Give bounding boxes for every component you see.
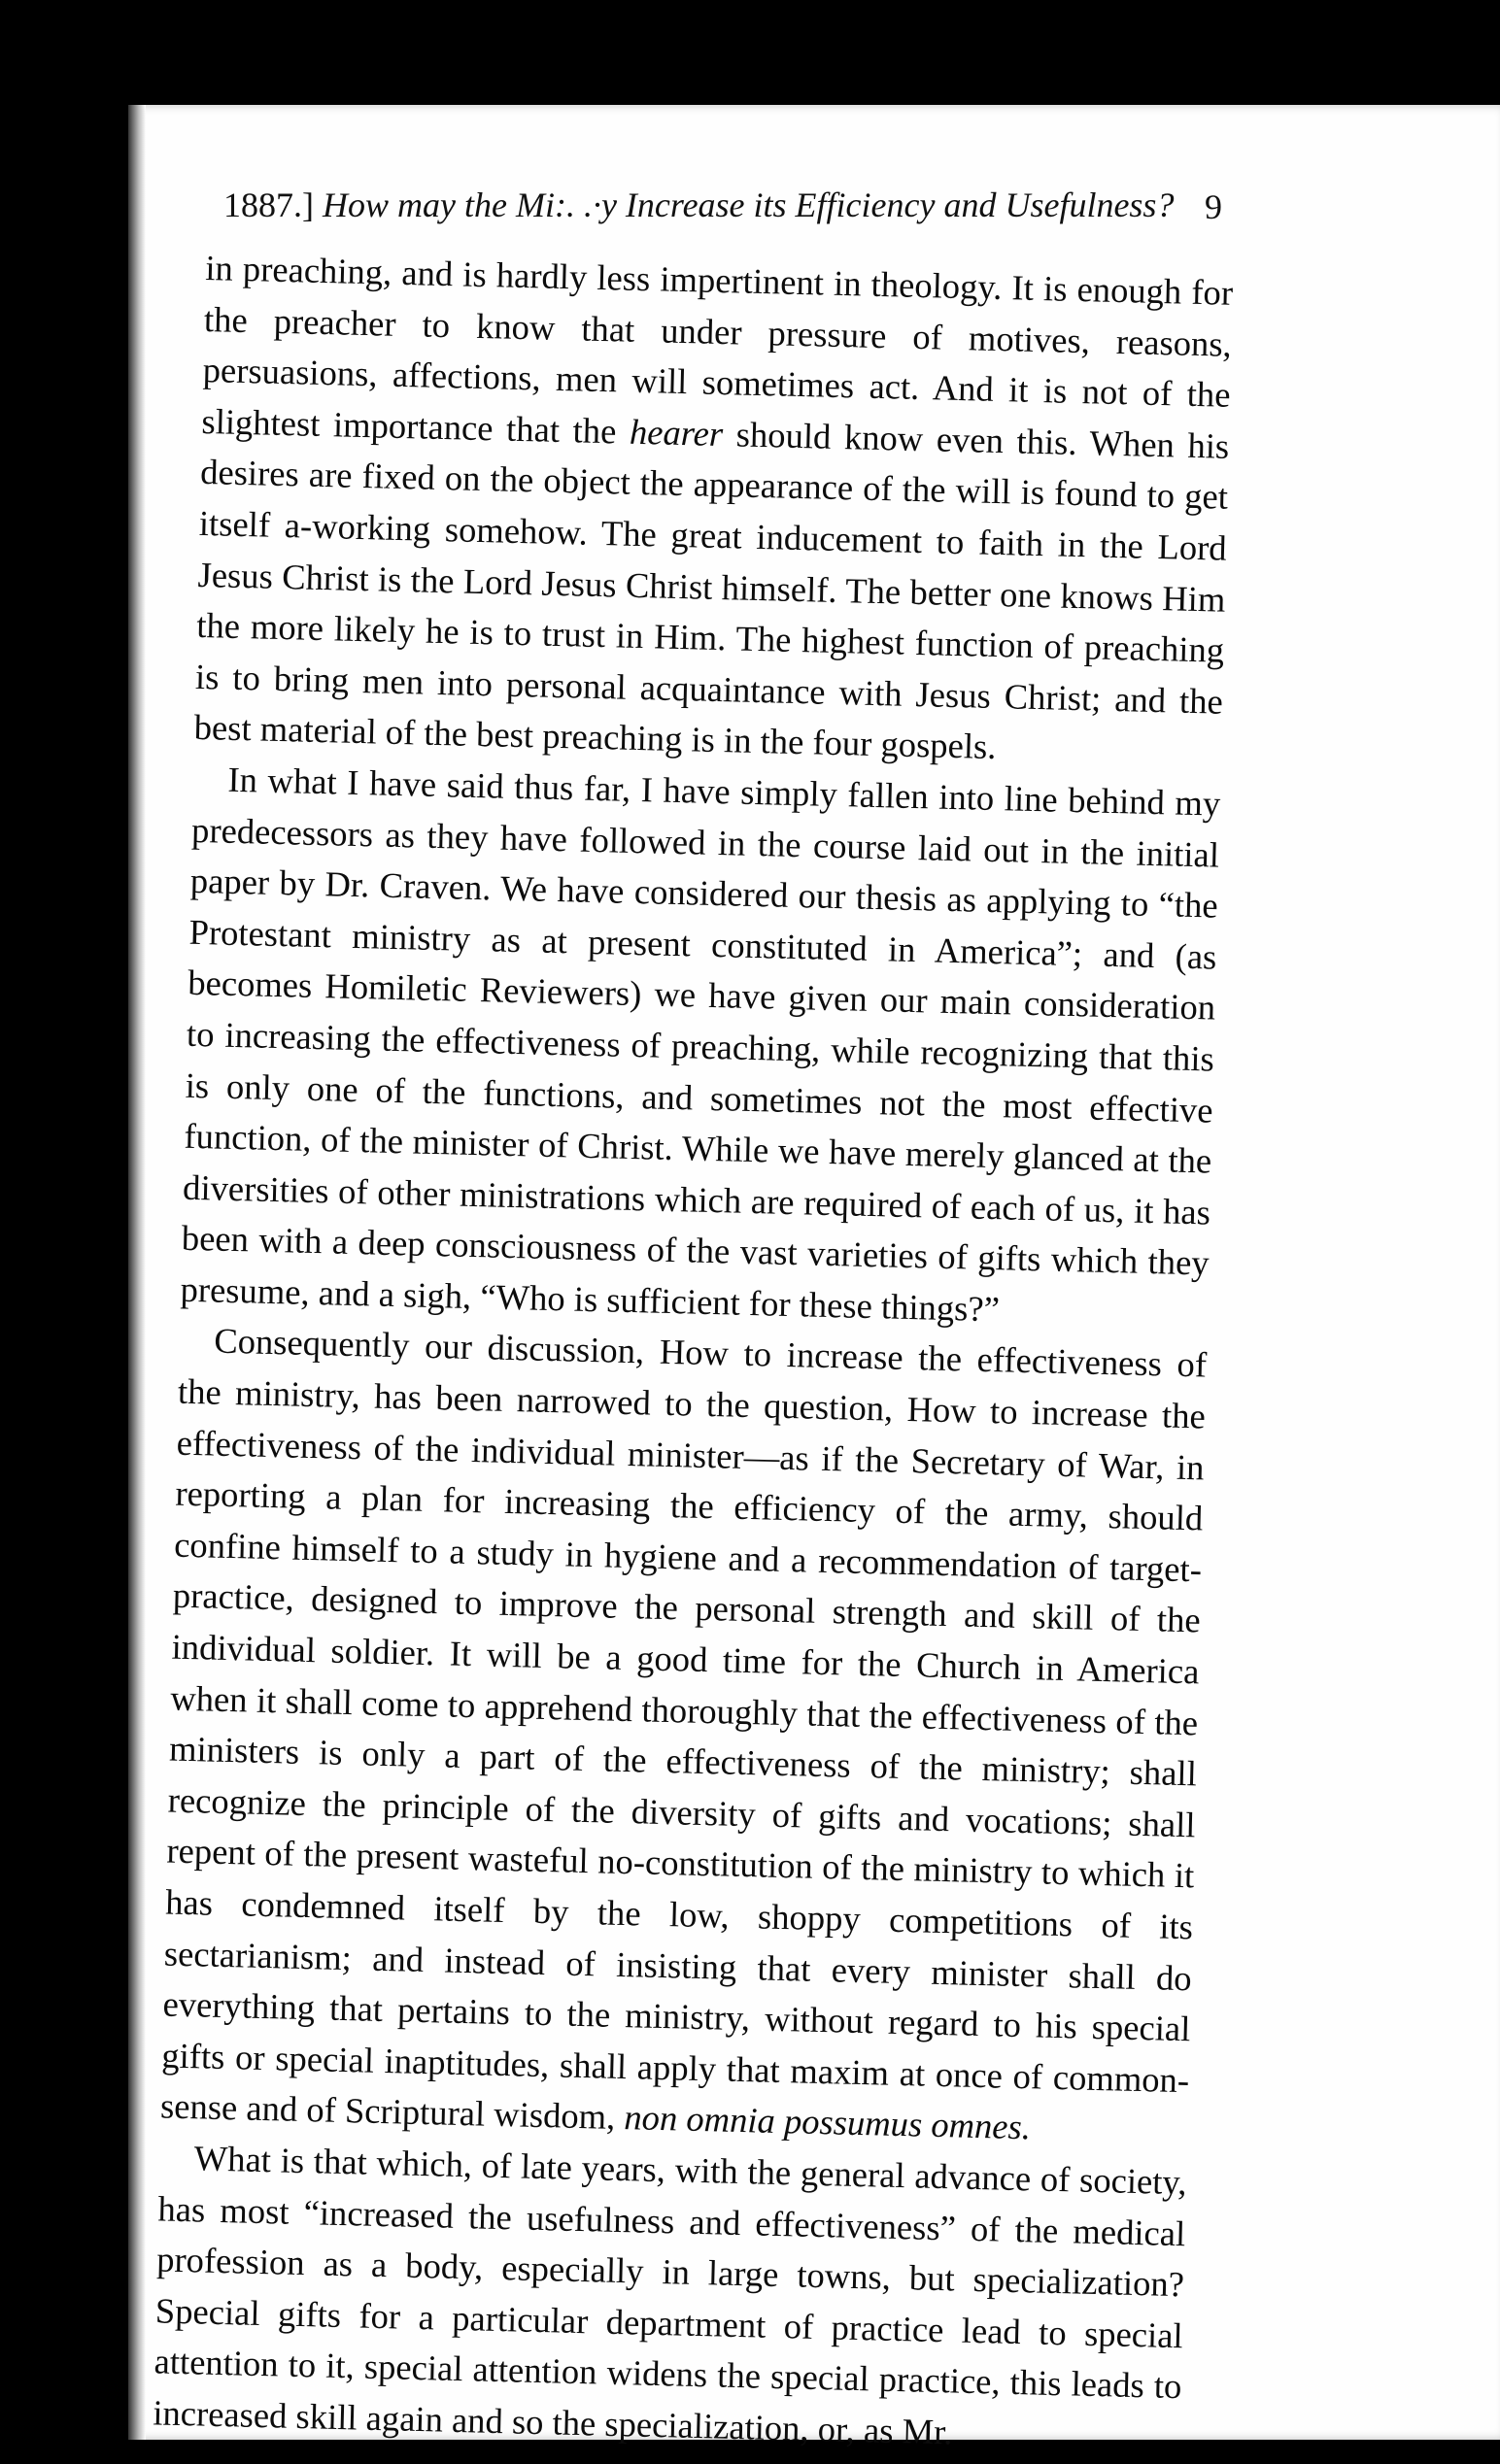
page-gutter-shadow <box>128 105 146 2440</box>
paragraph-1-text: in preaching, and is hardly less impertinent in theology. It is enough for the preacher to know that under pressure of motives, reasons, persuasions, affections, men will sometimes act. And it is not of the slightest importance that the <box>201 247 1234 452</box>
paragraph-1-emphasis: hearer <box>629 411 724 454</box>
paragraph-3-text: Consequently our discussion, How to increase the effectiveness of the ministry, has been narrowed to the question, How to increase the effectiveness of the individual minister—as if the Secretary of War, in reporting a plan for increasing the efficiency of the army, should confine himself to a study in hygiene and a recommendation of target-practice, designed to improve the personal strength and skill of the individual soldier. It will be a good time for the Church in America when it shall come to apprehend thoroughly that the effectiveness of the ministers is only a part of the effectiveness of the ministry; shall recognize the principle of the diversity of gifts and vocations; shall repent of the present wasteful no-constitution of the ministry to which it has condemned itself by the low, shoppy competitions of its sectarianism; and instead of insisting that every minister shall do everything that pertains to the ministry, without regard to his special gifts or special inaptitudes, shall apply that maxim at once of common-sense and of Scriptural wisdom, <box>159 1321 1208 2138</box>
page-number: 9 <box>1205 187 1222 226</box>
body-text <box>153 243 1234 2464</box>
paragraph-3 <box>159 1315 1207 2157</box>
paragraph-1-continuation: should know even this. When his desires are fixed on the object the appearance of the will is found to get itself a-working somehow. The great inducement to faith in the Lord Jesus Christ is the Lord Jesus Christ himself. The better one knows Him the more likely he is to trust in Him. The highest function of preaching is to bring men into personal acquaintance with Jesus Christ; and the best material of the best preaching is in the four gospels. <box>193 413 1230 767</box>
paragraph-3-emphasis: non omnia possumus omnes. <box>623 2097 1032 2147</box>
paragraph-4: What is that which, of late years, with the general advance of society, has most “increased the usefulness and effectiveness” of the medical profession as a body, especially in large towns, but specialization? Special gifts for a particular department of practice lead to special attention to it, special attention widens the special practice, this leads to increased skill again and so the specialization, or, as Mr. <box>152 2138 1188 2452</box>
running-title: How may the Mi:. .·y Increase its Efficiency and Usefulness? <box>323 186 1175 224</box>
paragraph-1 <box>193 243 1234 779</box>
paragraph-2: In what I have said thus far, I have simply fallen into line behind my predecessors as they have followed in the course laid out in the initial paper by Dr. Craven. We have considered our thesis as applying to “the Protestant ministry as at present constituted in America”; and (as becomes Homiletic Reviewers) we have given our main consideration to increasing the effectiveness of preaching, while recognizing that this is only one of the functions, and sometimes not the most effective function, of the minister of Christ. While we have merely glanced at the diversities of other ministrations which are required of each of us, it has been with a deep consciousness of the vast varieties of gifts which they presume, and a sigh, “Who is sufficient for these things?” <box>180 759 1221 1330</box>
header-year: 1887.] <box>223 186 314 224</box>
